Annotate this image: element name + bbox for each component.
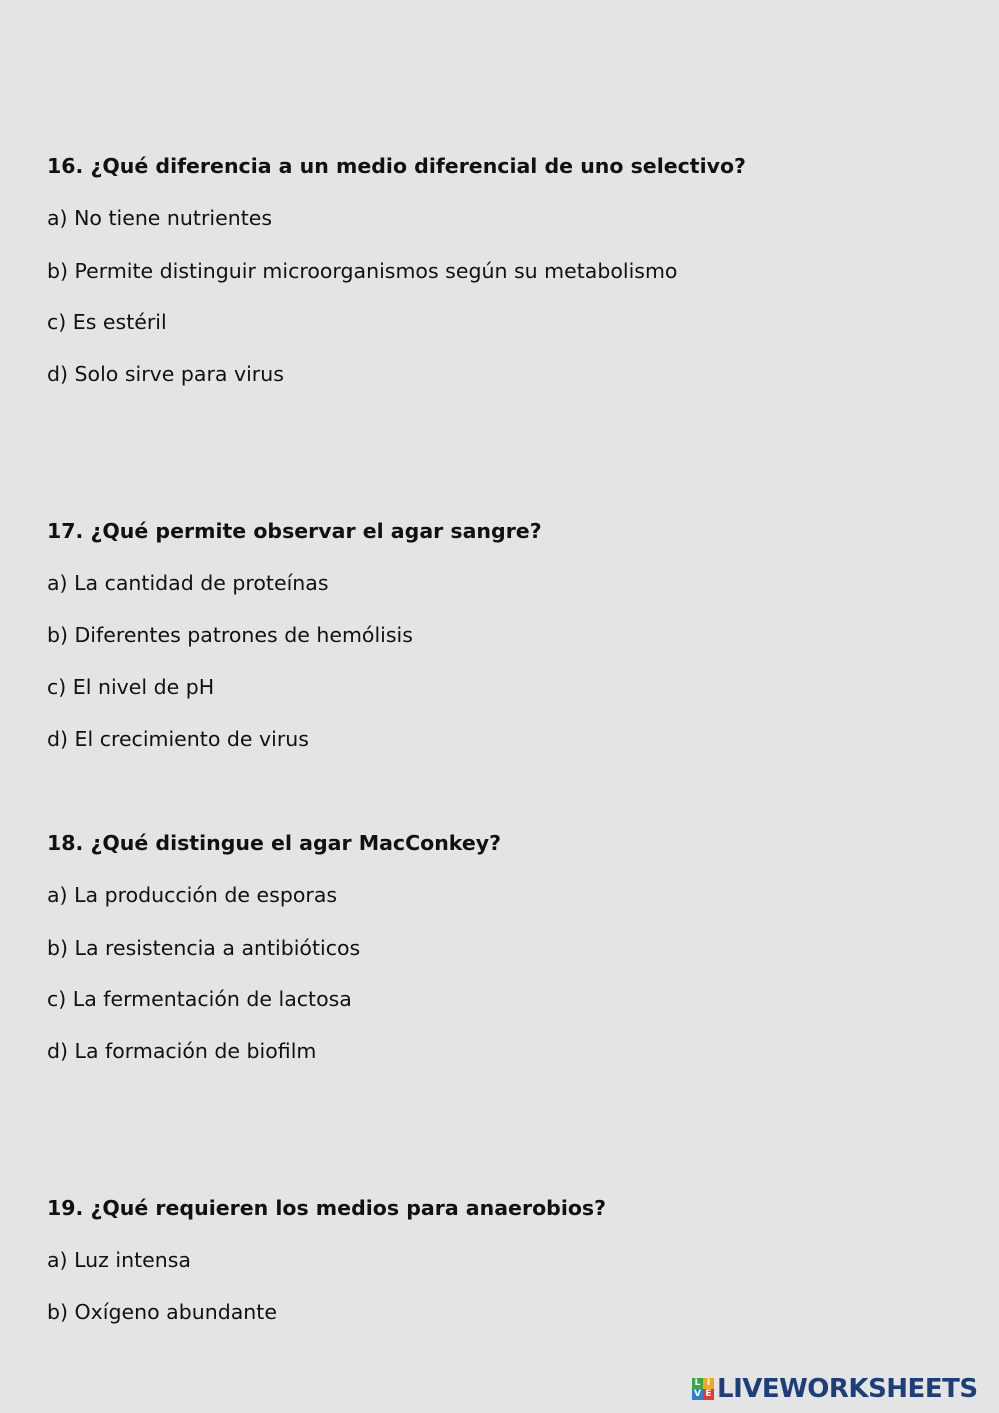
liveworksheets-logo [692, 1373, 978, 1405]
question-16-option-d[interactable]: d) Solo sirve para virus [47, 362, 284, 386]
question-18-option-b[interactable]: b) La resistencia a antibióticos [47, 936, 361, 960]
question-18-option-c[interactable]: c) La fermentación de lactosa [47, 987, 352, 1011]
mark-letter-i: I [703, 1378, 714, 1389]
question-19-option-a[interactable]: a) Luz intensa [47, 1248, 191, 1272]
question-19-option-b[interactable]: b) Oxígeno abundante [47, 1300, 277, 1324]
question-17-option-b[interactable]: b) Diferentes patrones de hemólisis [47, 623, 413, 647]
mark-letter-v: V [692, 1389, 703, 1400]
question-19-title: 19. ¿Qué requieren los medios para anaerobios? [47, 1196, 607, 1220]
question-17-title: 17. ¿Qué permite observar el agar sangre? [47, 519, 542, 543]
question-17-option-c[interactable]: c) El nivel de pH [47, 675, 215, 699]
question-18-title: 18. ¿Qué distingue el agar MacConkey? [47, 831, 502, 855]
question-18-option-d[interactable]: d) La formación de biofilm [47, 1039, 317, 1063]
question-17-option-d[interactable]: d) El crecimiento de virus [47, 727, 309, 751]
question-16-title: 16. ¿Qué diferencia a un medio diferencial de uno selectivo? [47, 154, 746, 178]
question-16-option-b[interactable]: b) Permite distinguir microorganismos según su metabolismo [47, 259, 678, 283]
question-18-option-a[interactable]: a) La producción de esporas [47, 883, 338, 907]
mark-letter-l: L [692, 1378, 703, 1389]
question-17-option-a[interactable]: a) La cantidad de proteínas [47, 571, 329, 595]
liveworksheets-mark-icon [692, 1378, 714, 1400]
question-16-option-a[interactable]: a) No tiene nutrientes [47, 206, 273, 230]
question-16-option-c[interactable]: c) Es estéril [47, 310, 167, 334]
liveworksheets-wordmark: LIVEWORKSHEETS [717, 1374, 978, 1404]
mark-letter-e: E [703, 1389, 714, 1400]
